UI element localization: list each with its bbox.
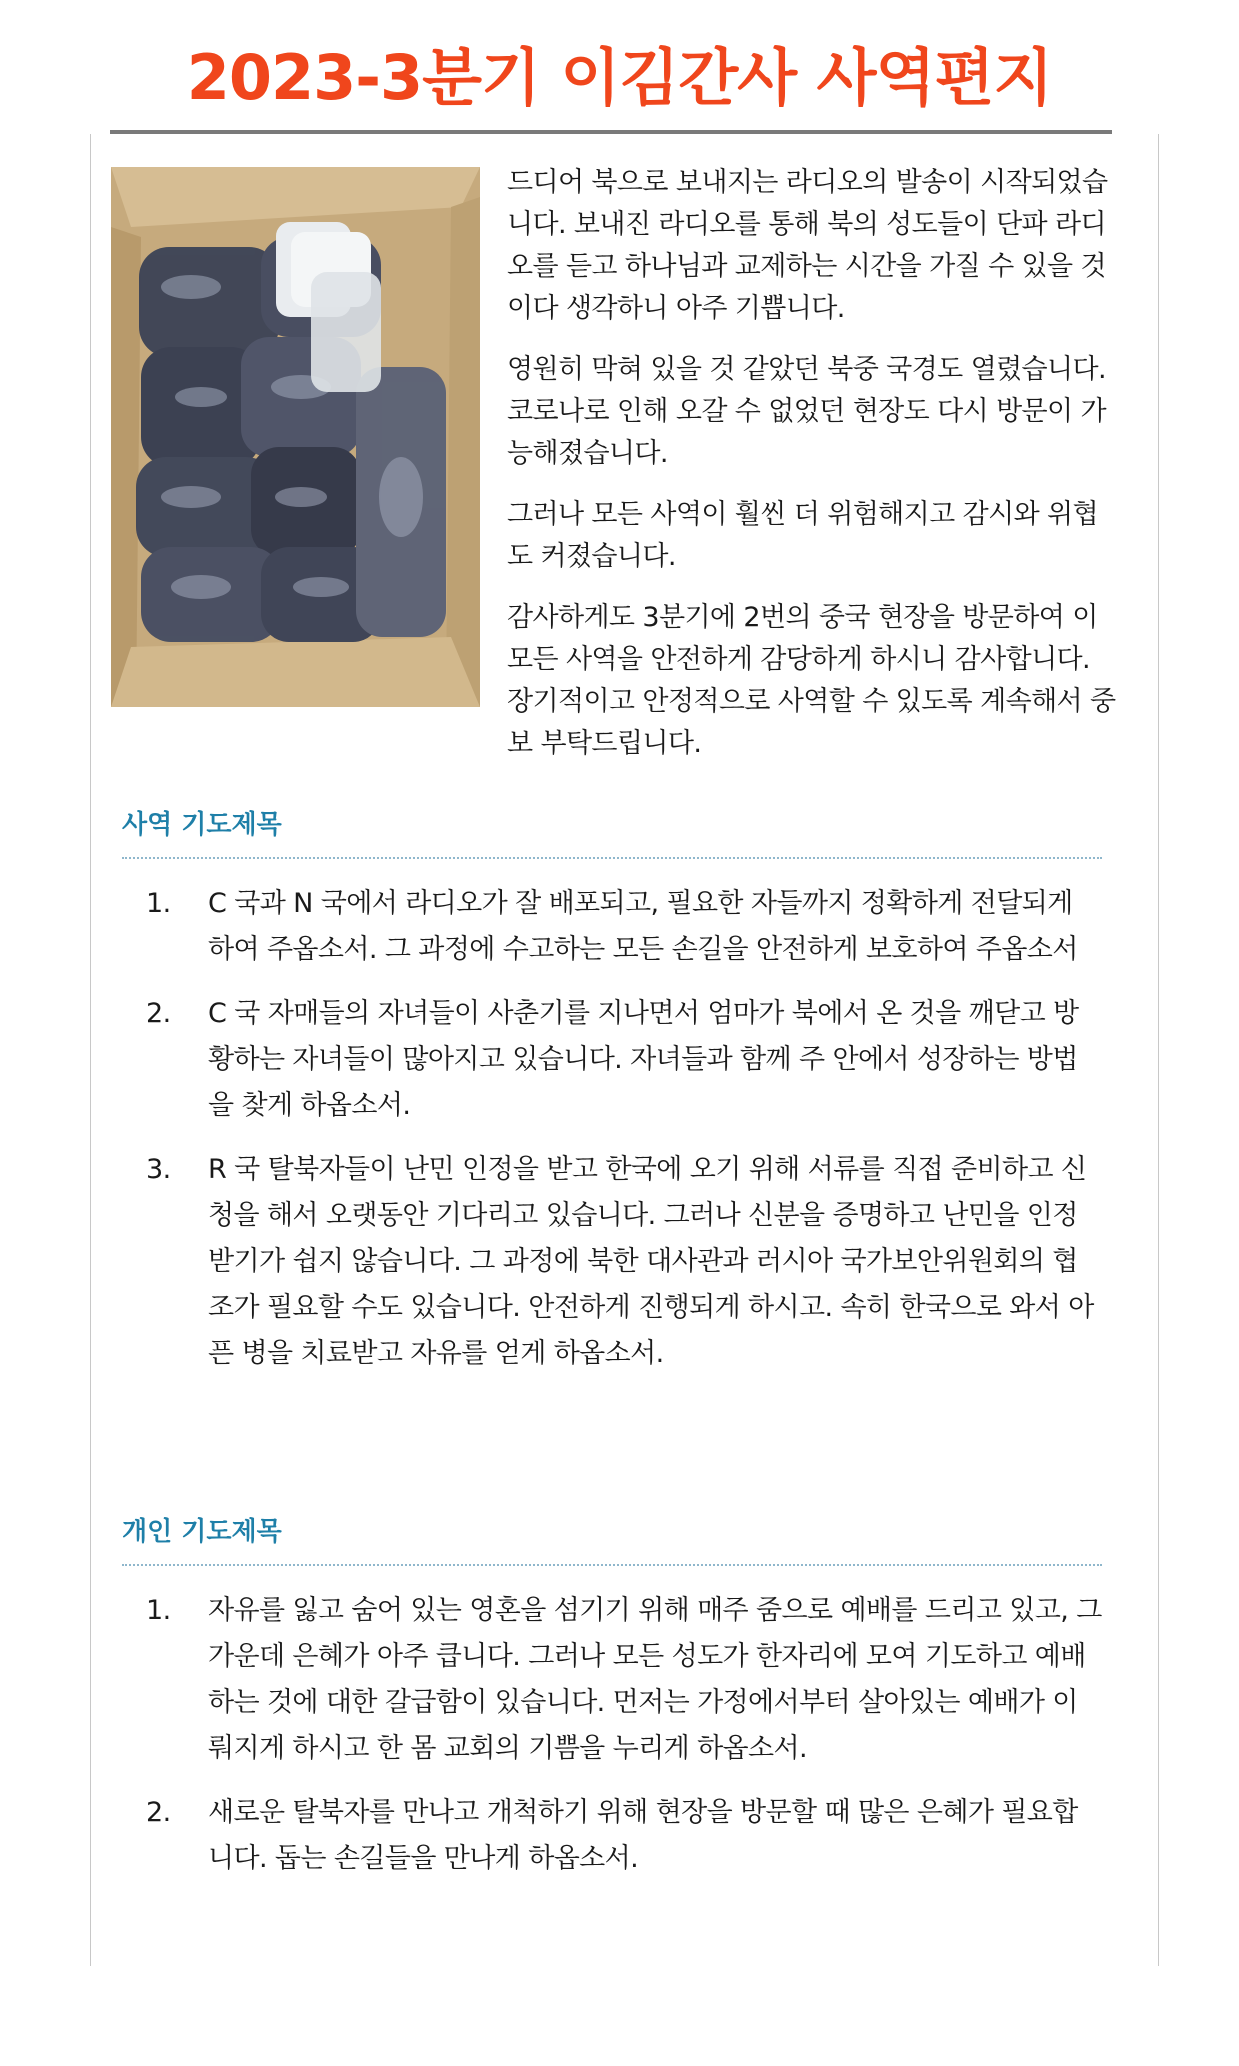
personal-prayer-list: [122, 1588, 1102, 1882]
list-item: [122, 991, 1102, 1129]
list-item: [122, 1790, 1102, 1882]
item-number: 2.: [146, 1797, 171, 1828]
list-item: [122, 1147, 1102, 1377]
item-text: R 국 탈북자들이 난민 인정을 받고 한국에 오기 위해 서류를 직접 준비하고 신청을 해서 오랫동안 기다리고 있습니다. 그러나 신분을 증명하고 난민을 인정받기가 쉽지 않습니다. 그 과정에 북한 대사관과 러시아 국가보안위원회의 협조가 필요할 수도 있습니다. 안전하게 진행되게 하시고. 속히 한국으로 와서 아픈 병을 치료받고 자유를 얻게 하옵소서.: [208, 1154, 1094, 1369]
item-text: 자유를 잃고 숨어 있는 영혼을 섬기기 위해 매주 줌으로 예배를 드리고 있고, 그 가운데 은혜가 아주 큽니다. 그러나 모든 성도가 한자리에 모여 기도하고 예배하는 것에 대한 갈급함이 있습니다. 먼저는 가정에서부터 살아있는 예배가 이뤄지게 하시고 한 몸 교회의 기쁨을 누리게 하옵소서.: [208, 1595, 1102, 1764]
ministry-prayer-list: [122, 881, 1102, 1377]
intro-paragraph-3: 그러나 모든 사역이 훨씬 더 위험해지고 감시와 위협도 커졌습니다.: [507, 499, 1098, 572]
item-number: 1.: [146, 1595, 171, 1626]
right-border-line: [1158, 134, 1159, 1966]
intro-paragraph-1: 드디어 북으로 보내지는 라디오의 발송이 시작되었습니다. 보내진 라디오를 통해 북의 성도들이 단파 라디오를 듣고 하나님과 교제하는 시간을 가질 수 있을 것이다 생각하니 아주 기쁩니다.: [507, 167, 1108, 324]
left-border-line: [90, 134, 91, 1966]
item-number: 2.: [146, 998, 171, 1029]
personal-prayer-heading: 개인 기도제목: [122, 1512, 1102, 1566]
item-text: C 국 자매들의 자녀들이 사춘기를 지나면서 엄마가 북에서 온 것을 깨닫고 방황하는 자녀들이 많아지고 있습니다. 자녀들과 함께 주 안에서 성장하는 방법을 찾게 하옵소서.: [208, 998, 1079, 1121]
item-number: 1.: [146, 888, 171, 919]
list-item: [122, 881, 1102, 973]
personal-prayer-section: [122, 1512, 1102, 1900]
ministry-prayer-section: [122, 805, 1102, 1395]
intro-paragraph-2: 영원히 막혀 있을 것 같았던 북중 국경도 열렸습니다. 코로나로 인해 오갈 수 없었던 현장도 다시 방문이 가능해졌습니다.: [507, 354, 1106, 469]
title-divider: [110, 130, 1112, 134]
ministry-prayer-heading: 사역 기도제목: [122, 805, 1102, 859]
item-text: 새로운 탈북자를 만나고 개척하기 위해 현장을 방문할 때 많은 은혜가 필요합니다. 돕는 손길들을 만나게 하옵소서.: [208, 1797, 1078, 1874]
intro-paragraph-4: 감사하게도 3분기에 2번의 중국 현장을 방문하여 이 모든 사역을 안전하게 감당하게 하시니 감사합니다. 장기적이고 안정적으로 사역할 수 있도록 계속해서 중보 부탁드립니다.: [507, 602, 1116, 759]
page-title: 2023-3분기 이김간사 사역편지: [186, 41, 1053, 114]
list-item: [122, 1588, 1102, 1772]
item-number: 3.: [146, 1154, 171, 1185]
radio-boxes-photo: [111, 167, 480, 707]
item-text: C 국과 N 국에서 라디오가 잘 배포되고, 필요한 자들까지 정확하게 전달되게 하여 주옵소서. 그 과정에 수고하는 모든 손길을 안전하게 보호하여 주옵소서: [208, 888, 1078, 965]
intro-text: [507, 162, 1117, 784]
